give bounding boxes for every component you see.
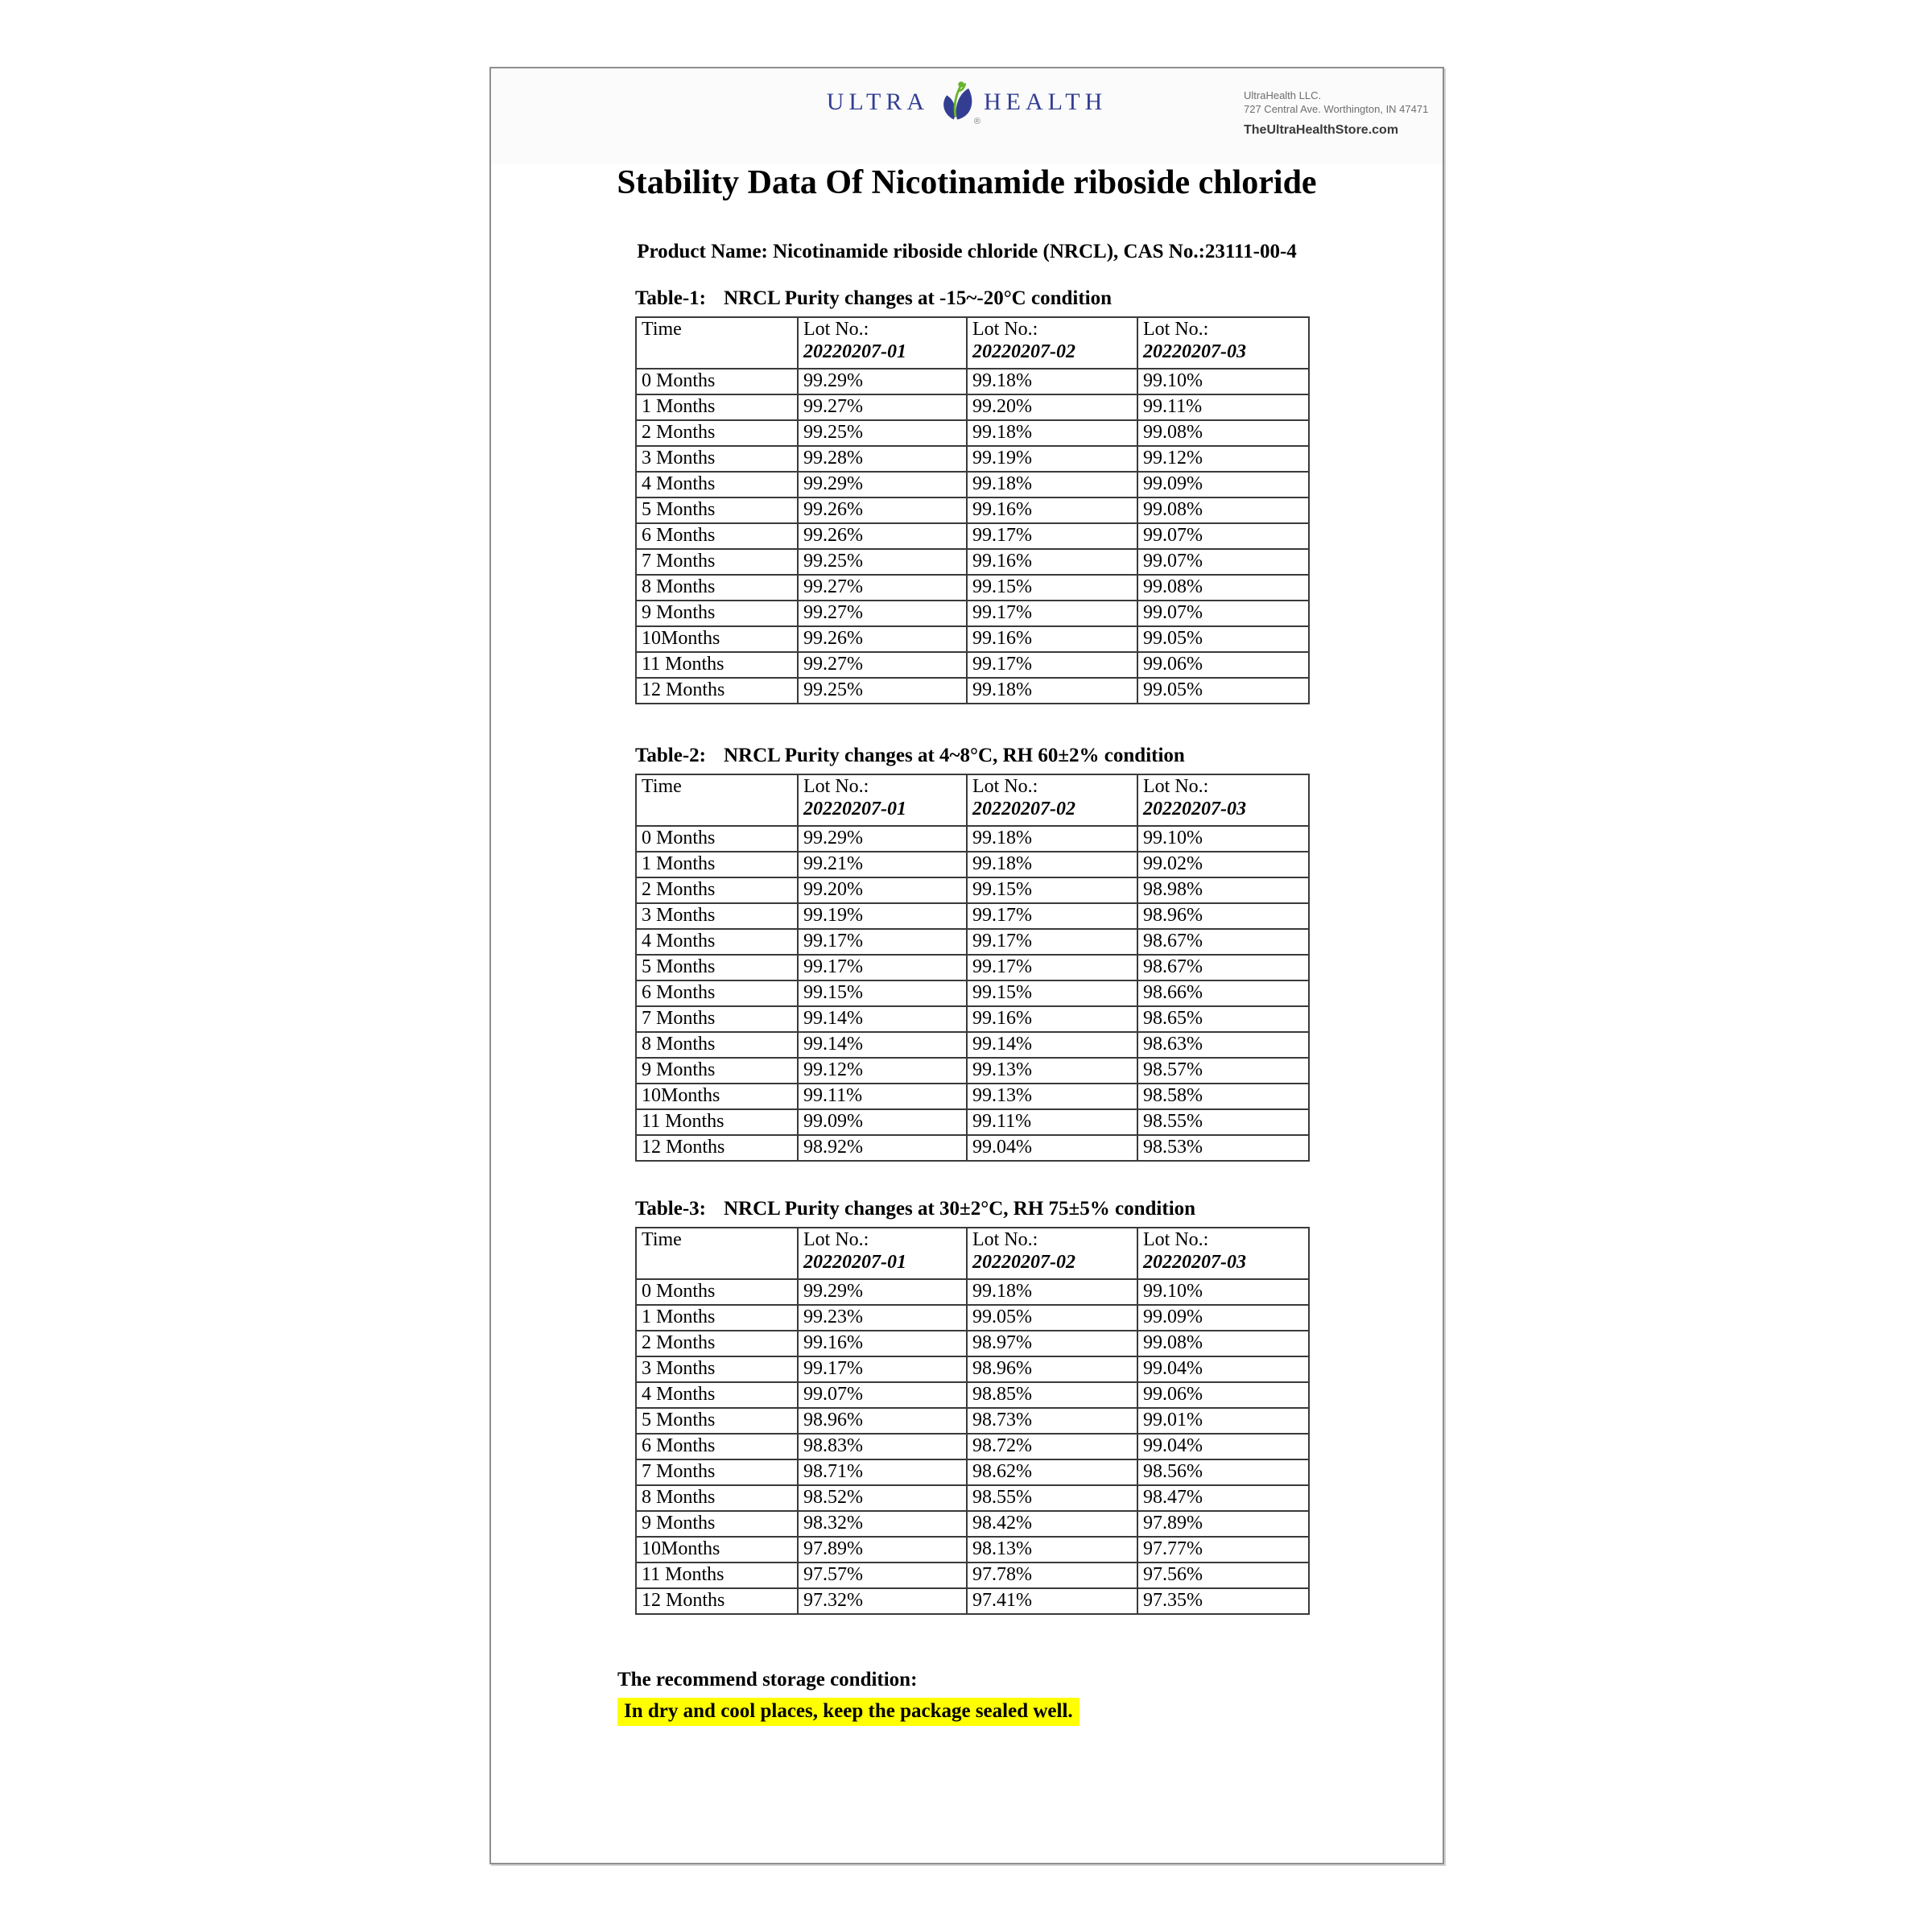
table-row (636, 1279, 1309, 1305)
lot-number: 20220207-03 (1143, 799, 1246, 819)
time-cell: 6 Months (636, 1434, 798, 1459)
table-1-caption (635, 287, 1112, 310)
lot-number: 20220207-01 (803, 1252, 906, 1273)
table-3-label: Table-3: (635, 1198, 706, 1220)
stability-table-1 (635, 316, 1310, 704)
time-cell: 2 Months (636, 1331, 798, 1356)
time-cell: 8 Months (636, 575, 798, 601)
purity-cell: 99.11% (1137, 394, 1309, 420)
purity-cell: 99.27% (798, 394, 967, 420)
table-row (636, 678, 1309, 704)
purity-cell: 99.01% (1137, 1408, 1309, 1434)
purity-cell: 98.52% (798, 1485, 967, 1511)
purity-cell: 98.98% (1137, 877, 1309, 903)
purity-cell: 99.09% (1137, 472, 1309, 497)
table-header-row (636, 774, 1309, 826)
table-row (636, 903, 1309, 929)
table-row (636, 1485, 1309, 1511)
lot-number: 20220207-03 (1143, 1252, 1246, 1273)
logo-text-health: HEALTH (984, 89, 1108, 115)
purity-cell: 99.14% (967, 1032, 1137, 1058)
table-row (636, 1058, 1309, 1084)
purity-cell: 98.96% (967, 1356, 1137, 1382)
time-cell: 4 Months (636, 929, 798, 955)
time-cell: 8 Months (636, 1032, 798, 1058)
purity-cell: 99.05% (967, 1305, 1137, 1331)
table-row (636, 369, 1309, 394)
time-cell: 9 Months (636, 1511, 798, 1537)
purity-cell: 99.26% (798, 497, 967, 523)
time-cell: 12 Months (636, 1135, 798, 1161)
purity-cell: 99.17% (967, 601, 1137, 626)
purity-cell: 99.08% (1137, 497, 1309, 523)
table-row (636, 1511, 1309, 1537)
purity-cell: 99.19% (967, 446, 1137, 472)
table-1-label: Table-1: (635, 287, 706, 309)
table-1-caption-text: NRCL Purity changes at -15~-20°C condition (723, 287, 1113, 309)
purity-cell: 99.14% (798, 1032, 967, 1058)
purity-cell: 99.04% (967, 1135, 1137, 1161)
purity-cell: 99.25% (798, 678, 967, 704)
company-website: TheUltraHealthStore.com (1244, 122, 1399, 137)
purity-cell: 99.11% (967, 1109, 1137, 1135)
purity-cell: 98.72% (967, 1434, 1137, 1459)
column-header-lot-2 (967, 774, 1137, 826)
purity-cell: 99.25% (798, 549, 967, 575)
purity-cell: 97.89% (1137, 1511, 1309, 1537)
purity-cell: 99.07% (1137, 523, 1309, 549)
lot-label: Lot No.: (1143, 776, 1209, 797)
purity-cell: 99.13% (967, 1084, 1137, 1109)
lot-label: Lot No.: (1143, 1229, 1209, 1250)
table-row (636, 1459, 1309, 1485)
lot-label: Lot No.: (1143, 319, 1209, 340)
time-cell: 9 Months (636, 601, 798, 626)
purity-cell: 99.23% (798, 1305, 967, 1331)
time-cell: 0 Months (636, 826, 798, 852)
lot-number: 20220207-02 (972, 799, 1075, 819)
time-cell: 4 Months (636, 472, 798, 497)
purity-cell: 99.06% (1137, 652, 1309, 678)
lot-number: 20220207-01 (803, 799, 906, 819)
table-row (636, 1109, 1309, 1135)
purity-cell: 99.17% (798, 955, 967, 980)
table-row (636, 1588, 1309, 1614)
product-name-line: Product Name: Nicotinamide riboside chloride (NRCL), CAS No.:23111-00-4 (637, 241, 1297, 262)
purity-cell: 98.66% (1137, 980, 1309, 1006)
time-cell: 3 Months (636, 446, 798, 472)
time-cell: 9 Months (636, 1058, 798, 1084)
table-row (636, 1537, 1309, 1563)
purity-cell: 99.15% (967, 980, 1137, 1006)
table-3-caption-text: NRCL Purity changes at 30±2°C, RH 75±5% condition (723, 1198, 1196, 1220)
table-row (636, 929, 1309, 955)
time-cell: 7 Months (636, 1459, 798, 1485)
purity-cell: 99.29% (798, 826, 967, 852)
purity-cell: 98.32% (798, 1511, 967, 1537)
purity-cell: 99.15% (967, 575, 1137, 601)
table-row (636, 523, 1309, 549)
time-cell: 2 Months (636, 420, 798, 446)
time-cell: 4 Months (636, 1382, 798, 1408)
purity-cell: 99.08% (1137, 420, 1309, 446)
leaf-icon (935, 80, 981, 126)
purity-cell: 98.96% (798, 1408, 967, 1434)
time-cell: 3 Months (636, 903, 798, 929)
purity-cell: 99.08% (1137, 575, 1309, 601)
purity-cell: 98.13% (967, 1537, 1137, 1563)
purity-cell: 99.16% (798, 1331, 967, 1356)
purity-cell: 98.57% (1137, 1058, 1309, 1084)
lot-label: Lot No.: (972, 319, 1038, 340)
purity-cell: 97.78% (967, 1563, 1137, 1588)
table-header-row (636, 1228, 1309, 1279)
purity-cell: 99.20% (798, 877, 967, 903)
purity-cell: 99.07% (1137, 601, 1309, 626)
purity-cell: 99.19% (798, 903, 967, 929)
storage-heading: The recommend storage condition: (617, 1669, 918, 1690)
column-header-lot-1 (798, 1228, 967, 1279)
purity-cell: 97.77% (1137, 1537, 1309, 1563)
purity-cell: 99.17% (967, 652, 1137, 678)
table-row (636, 549, 1309, 575)
column-header-time: Time (636, 774, 798, 826)
table-row (636, 1331, 1309, 1356)
table-2-caption-text: NRCL Purity changes at 4~8°C, RH 60±2% condition (723, 745, 1185, 766)
purity-cell: 98.55% (1137, 1109, 1309, 1135)
purity-cell: 99.06% (1137, 1382, 1309, 1408)
stability-table-2 (635, 774, 1310, 1162)
time-cell: 5 Months (636, 955, 798, 980)
purity-cell: 99.12% (798, 1058, 967, 1084)
purity-cell: 98.85% (967, 1382, 1137, 1408)
table-row (636, 1356, 1309, 1382)
purity-cell: 98.53% (1137, 1135, 1309, 1161)
purity-cell: 99.18% (967, 678, 1137, 704)
lot-number: 20220207-01 (803, 341, 906, 362)
purity-cell: 99.07% (1137, 549, 1309, 575)
purity-cell: 99.04% (1137, 1434, 1309, 1459)
purity-cell: 98.58% (1137, 1084, 1309, 1109)
purity-cell: 99.27% (798, 575, 967, 601)
table-row (636, 497, 1309, 523)
lot-number: 20220207-02 (972, 341, 1075, 362)
purity-cell: 98.83% (798, 1434, 967, 1459)
time-cell: 12 Months (636, 678, 798, 704)
purity-cell: 99.09% (798, 1109, 967, 1135)
purity-cell: 99.29% (798, 472, 967, 497)
table-row (636, 394, 1309, 420)
purity-cell: 99.17% (798, 929, 967, 955)
time-cell: 1 Months (636, 852, 798, 877)
purity-cell: 99.26% (798, 626, 967, 652)
company-address: 727 Central Ave. Worthington, IN 47471 (1244, 102, 1429, 115)
lot-label: Lot No.: (803, 1229, 869, 1250)
purity-cell: 99.28% (798, 446, 967, 472)
purity-cell: 97.32% (798, 1588, 967, 1614)
time-cell: 12 Months (636, 1588, 798, 1614)
table-row (636, 626, 1309, 652)
time-cell: 2 Months (636, 877, 798, 903)
purity-cell: 99.04% (1137, 1356, 1309, 1382)
purity-cell: 99.13% (967, 1058, 1137, 1084)
lot-label: Lot No.: (803, 319, 869, 340)
purity-cell: 99.17% (967, 955, 1137, 980)
lot-label: Lot No.: (972, 1229, 1038, 1250)
purity-cell: 98.97% (967, 1331, 1137, 1356)
table-row (636, 1135, 1309, 1161)
purity-cell: 98.92% (798, 1135, 967, 1161)
table-header-row (636, 317, 1309, 369)
time-cell: 5 Months (636, 497, 798, 523)
table-row (636, 980, 1309, 1006)
purity-cell: 99.27% (798, 652, 967, 678)
purity-cell: 99.15% (798, 980, 967, 1006)
table-row (636, 1563, 1309, 1588)
table-row (636, 652, 1309, 678)
purity-cell: 99.10% (1137, 826, 1309, 852)
contact-block (1244, 89, 1437, 139)
stability-table-3 (635, 1227, 1310, 1615)
purity-cell: 99.20% (967, 394, 1137, 420)
table-2-label: Table-2: (635, 745, 706, 766)
purity-cell: 99.17% (967, 903, 1137, 929)
time-cell: 5 Months (636, 1408, 798, 1434)
time-cell: 10Months (636, 1084, 798, 1109)
registered-mark: ® (973, 117, 981, 126)
purity-cell: 99.18% (967, 420, 1137, 446)
purity-cell: 99.29% (798, 1279, 967, 1305)
page-title: Stability Data Of Nicotinamide riboside chloride (617, 164, 1317, 201)
purity-cell: 97.35% (1137, 1588, 1309, 1614)
purity-cell: 98.63% (1137, 1032, 1309, 1058)
purity-cell: 99.02% (1137, 852, 1309, 877)
table-2-caption (635, 745, 1185, 767)
purity-cell: 99.18% (967, 826, 1137, 852)
time-cell: 11 Months (636, 1563, 798, 1588)
purity-cell: 99.07% (798, 1382, 967, 1408)
purity-cell: 99.29% (798, 369, 967, 394)
purity-cell: 99.18% (967, 852, 1137, 877)
purity-cell: 99.16% (967, 497, 1137, 523)
purity-cell: 99.16% (967, 626, 1137, 652)
logo-text-ultra: ULTRA (826, 89, 930, 115)
column-header-lot-3 (1137, 1228, 1309, 1279)
lot-number: 20220207-03 (1143, 341, 1246, 362)
purity-cell: 99.12% (1137, 446, 1309, 472)
purity-cell: 99.18% (967, 1279, 1137, 1305)
time-cell: 7 Months (636, 549, 798, 575)
purity-cell: 99.09% (1137, 1305, 1309, 1331)
time-cell: 0 Months (636, 369, 798, 394)
table-row (636, 601, 1309, 626)
time-cell: 3 Months (636, 1356, 798, 1382)
purity-cell: 98.47% (1137, 1485, 1309, 1511)
table-row (636, 877, 1309, 903)
purity-cell: 99.11% (798, 1084, 967, 1109)
column-header-lot-3 (1137, 317, 1309, 369)
purity-cell: 98.56% (1137, 1459, 1309, 1485)
lot-label: Lot No.: (972, 776, 1038, 797)
time-cell: 7 Months (636, 1006, 798, 1032)
purity-cell: 99.18% (967, 369, 1137, 394)
table-row (636, 1032, 1309, 1058)
lot-number: 20220207-02 (972, 1252, 1075, 1273)
purity-cell: 98.55% (967, 1485, 1137, 1511)
purity-cell: 97.89% (798, 1537, 967, 1563)
purity-cell: 99.21% (798, 852, 967, 877)
purity-cell: 98.67% (1137, 955, 1309, 980)
purity-cell: 99.18% (967, 472, 1137, 497)
table-row (636, 852, 1309, 877)
table-row (636, 1408, 1309, 1434)
time-cell: 10Months (636, 1537, 798, 1563)
column-header-time: Time (636, 317, 798, 369)
purity-cell: 99.17% (967, 929, 1137, 955)
table-row (636, 1006, 1309, 1032)
purity-cell: 99.16% (967, 549, 1137, 575)
table-row (636, 420, 1309, 446)
table-row (636, 1305, 1309, 1331)
purity-cell: 99.16% (967, 1006, 1137, 1032)
storage-note: In dry and cool places, keep the package sealed well. (617, 1698, 1080, 1726)
purity-cell: 99.15% (967, 877, 1137, 903)
purity-cell: 98.96% (1137, 903, 1309, 929)
purity-cell: 99.17% (798, 1356, 967, 1382)
table-row (636, 575, 1309, 601)
time-cell: 1 Months (636, 394, 798, 420)
purity-cell: 97.57% (798, 1563, 967, 1588)
purity-cell: 99.25% (798, 420, 967, 446)
time-cell: 10Months (636, 626, 798, 652)
column-header-lot-3 (1137, 774, 1309, 826)
purity-cell: 99.10% (1137, 1279, 1309, 1305)
purity-cell: 99.14% (798, 1006, 967, 1032)
table-row (636, 1382, 1309, 1408)
time-cell: 6 Months (636, 523, 798, 549)
column-header-time: Time (636, 1228, 798, 1279)
column-header-lot-1 (798, 317, 967, 369)
table-row (636, 955, 1309, 980)
purity-cell: 99.26% (798, 523, 967, 549)
purity-cell: 99.08% (1137, 1331, 1309, 1356)
purity-cell: 99.27% (798, 601, 967, 626)
table-row (636, 472, 1309, 497)
time-cell: 11 Months (636, 652, 798, 678)
purity-cell: 98.65% (1137, 1006, 1309, 1032)
table-row (636, 446, 1309, 472)
purity-cell: 99.05% (1137, 678, 1309, 704)
column-header-lot-2 (967, 317, 1137, 369)
table-row (636, 826, 1309, 852)
purity-cell: 98.67% (1137, 929, 1309, 955)
table-3-caption (635, 1198, 1195, 1220)
purity-cell: 98.62% (967, 1459, 1137, 1485)
time-cell: 6 Months (636, 980, 798, 1006)
company-name: UltraHealth LLC. (1244, 89, 1322, 101)
purity-cell: 98.71% (798, 1459, 967, 1485)
purity-cell: 99.10% (1137, 369, 1309, 394)
document-page (489, 67, 1444, 1864)
column-header-lot-2 (967, 1228, 1137, 1279)
purity-cell: 99.05% (1137, 626, 1309, 652)
purity-cell: 98.42% (967, 1511, 1137, 1537)
column-header-lot-1 (798, 774, 967, 826)
purity-cell: 97.41% (967, 1588, 1137, 1614)
time-cell: 8 Months (636, 1485, 798, 1511)
purity-cell: 98.73% (967, 1408, 1137, 1434)
lot-label: Lot No.: (803, 776, 869, 797)
time-cell: 1 Months (636, 1305, 798, 1331)
table-row (636, 1084, 1309, 1109)
time-cell: 11 Months (636, 1109, 798, 1135)
purity-cell: 99.17% (967, 523, 1137, 549)
table-row (636, 1434, 1309, 1459)
time-cell: 0 Months (636, 1279, 798, 1305)
purity-cell: 97.56% (1137, 1563, 1309, 1588)
